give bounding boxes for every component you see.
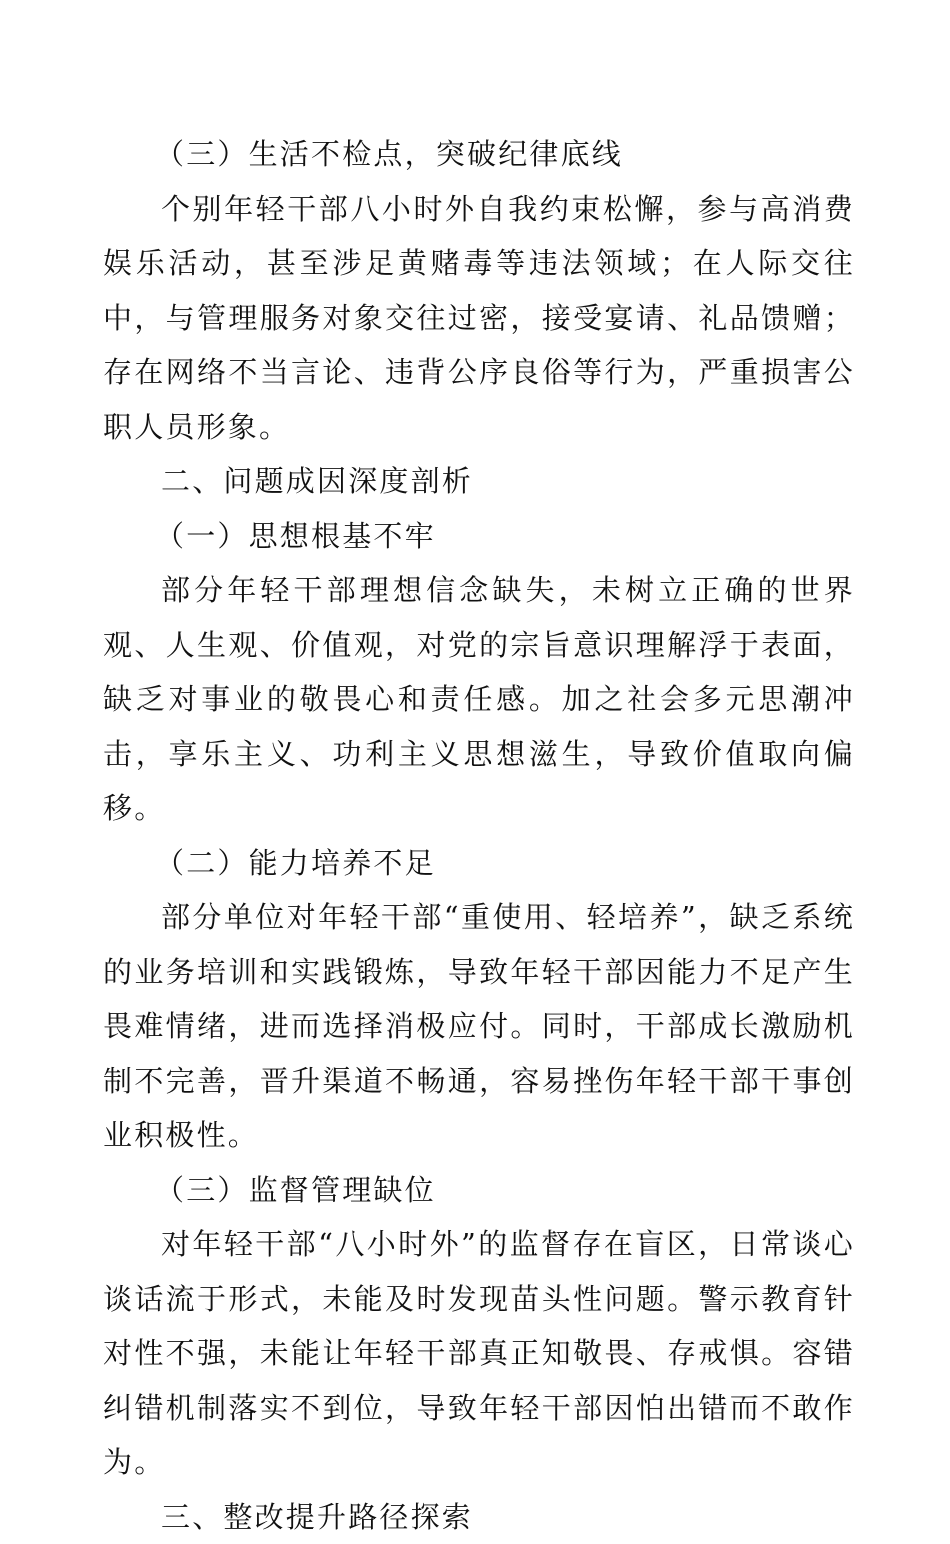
paragraph-thought-foundation: 部分年轻干部理想信念缺失，未树立正确的世界观、人生观、价值观，对党的宗旨意识理解浮于表面，缺乏对事业的敬畏心和责任感。加之社会多元思潮冲击，享乐主义、功利主义思想滋生，导致价值取向偏移。	[103, 563, 855, 836]
section-heading-rectification: 三、整改提升路径探索	[103, 1490, 855, 1544]
document-body	[103, 127, 855, 1544]
subheading-ability-training: （二）能力培养不足	[103, 836, 855, 891]
subheading-life-discipline: （三）生活不检点，突破纪律底线	[103, 127, 855, 182]
section-heading-causes: 二、问题成因深度剖析	[103, 454, 855, 509]
paragraph-supervision: 对年轻干部“八小时外”的监督存在盲区，日常谈心谈话流于形式，未能及时发现苗头性问题。警示教育针对性不强，未能让年轻干部真正知敬畏、存戒惧。容错纠错机制落实不到位，导致年轻干部因怕出错而不敢作为。	[103, 1217, 855, 1490]
subheading-supervision: （三）监督管理缺位	[103, 1163, 855, 1218]
paragraph-life-discipline: 个别年轻干部八小时外自我约束松懈，参与高消费娱乐活动，甚至涉足黄赌毒等违法领域；在人际交往中，与管理服务对象交往过密，接受宴请、礼品馈赠；存在网络不当言论、违背公序良俗等行为，严重损害公职人员形象。	[103, 182, 855, 455]
paragraph-ability-training: 部分单位对年轻干部“重使用、轻培养”，缺乏系统的业务培训和实践锻炼，导致年轻干部因能力不足产生畏难情绪，进而选择消极应付。同时，干部成长激励机制不完善，晋升渠道不畅通，容易挫伤年轻干部干事创业积极性。	[103, 890, 855, 1163]
subheading-thought-foundation: （一）思想根基不牢	[103, 509, 855, 564]
